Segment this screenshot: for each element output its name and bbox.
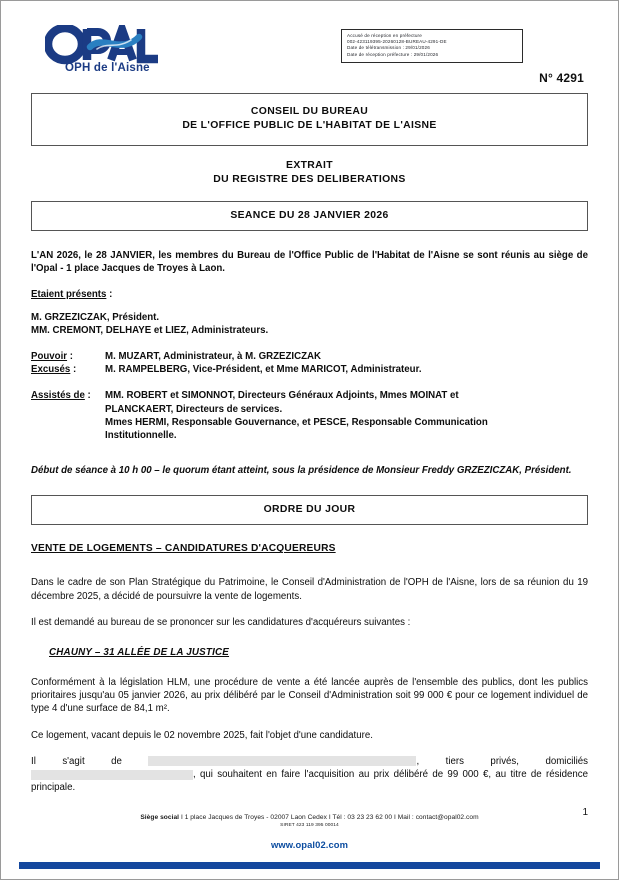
present-label-row (31, 288, 588, 301)
assistes-colon: : (84, 390, 91, 402)
agenda-title: ORDRE DU JOUR (263, 504, 356, 516)
svg-text:OPH de l'Aisne: OPH de l'Aisne (65, 62, 150, 73)
assistes-row (31, 389, 588, 442)
footer-address-rest: I 1 place Jacques de Troyes - 02007 Laon Cedex I Tél : 03 23 23 62 00 I Mail : contact@opal02.com (179, 814, 479, 821)
present-colon: : (106, 289, 113, 301)
redacted-block-2 (31, 770, 193, 780)
document-footer (1, 813, 618, 879)
assistes-value (105, 389, 588, 442)
pouvoir-label: Pouvoir (31, 351, 68, 363)
assistes-label: Assistés de (31, 390, 85, 402)
opening-paragraph: L'AN 2026, le 28 JANVIER, les membres du Bureau de l'Office Public de l'Habitat de l'Aisne se sont réunis au siège de l'Opal - 1 place Jacques de Troyes à Laon. (31, 250, 588, 275)
document-body (31, 249, 588, 477)
para5-part-b: , tiers privés, domiciliés (416, 755, 588, 767)
pouvoir-label-cell (31, 350, 105, 363)
stamp-line-1: Accusé de réception en préfecture (347, 33, 422, 38)
pouvoir-row (31, 350, 588, 363)
assistes-line-4: Institutionnelle. (105, 430, 177, 442)
agenda-paragraph-2: Il est demandé au bureau de se prononcer sur les candidatures d'acquéreurs suivantes : (31, 616, 411, 628)
agenda-section-title: VENTE DE LOGEMENTS – CANDIDATURES D'ACQUEREURS (31, 543, 336, 555)
assistes-label-cell (31, 389, 105, 402)
quorum-note: Début de séance à 10 h 00 – le quorum étant atteint, sous la présidence de Monsieur Freddy GRZEZICZAK, Président. (31, 465, 572, 477)
extract-title-line-2: DU REGISTRE DES DELIBERATIONS (213, 174, 406, 185)
council-title-line-1: CONSEIL DU BUREAU (250, 106, 369, 117)
assistes-line-1: MM. ROBERT et SIMONNOT, Directeurs Généraux Adjoints, Mmes MOINAT et (105, 390, 459, 402)
assistes-line-3: Mmes HERMI, Responsable Gouvernance, et PESCE, Responsable Communication (105, 416, 488, 428)
document-header (1, 1, 618, 93)
footer-address (1, 813, 618, 822)
present-member-1: M. GRZEZICZAK, Président. (31, 311, 160, 323)
excuses-colon: : (70, 364, 77, 376)
opal-logo-icon (45, 25, 175, 73)
council-title-box (31, 93, 588, 146)
agenda-paragraph-1: Dans le cadre de son Plan Stratégique du Patrimoine, le Conseil d'Administration de l'OPH de l'Aisne, lors de sa réunion du 19 décembre 2025, a décidé de poursuivre la vente de logements. (31, 577, 588, 602)
agenda-title-box (31, 495, 588, 525)
agenda-paragraph-3: Conformément à la législation HLM, une procédure de vente a été lancée auprès de l'ensemble des publics, dont les publics prioritaires jusqu'au 05 janvier 2026, au prix délibéré par le Conseil d'Administration soit 99 000 € pour ce logement individuel de type 4 d'une surface de 84,1 m². (31, 677, 588, 715)
stamp-line-2: 002-423119395-20260128-BUREAU-4291-DE (347, 39, 447, 45)
footer-siret: SIRET 423 119 395 00014 (280, 823, 339, 828)
property-title: CHAUNY – 31 ALLÉE DE LA JUSTICE (49, 647, 230, 659)
agenda-body (31, 543, 588, 794)
prefecture-stamp (341, 29, 523, 63)
para5-part-c: , qui souhaitent en faire l'acquisition au prix délibéré de 99 000 €, au titre de résidence principale. (31, 769, 588, 794)
agenda-paragraph-4: Ce logement, vacant depuis le 02 novembre 2025, fait l'objet d'une candidature. (31, 729, 373, 741)
reference-number: N° 4291 (539, 71, 584, 85)
pouvoir-colon: : (67, 351, 73, 363)
footer-address-label: Siège social (140, 814, 180, 821)
footer-blue-bar (19, 862, 600, 869)
excuses-row (31, 363, 588, 376)
stamp-line-3: Date de télétransmission : 29/01/2026 (347, 45, 430, 51)
excuses-label-cell (31, 363, 105, 376)
para5-part-a: Il s'agit de (31, 755, 149, 767)
redacted-block-1 (148, 756, 416, 766)
present-label: Etaient présents (31, 289, 107, 301)
extract-title-block (31, 159, 588, 187)
agenda-paragraph-5 (31, 755, 588, 795)
footer-website[interactable]: www.opal02.com (270, 839, 349, 850)
excuses-label: Excusés (31, 364, 71, 376)
assistes-line-2: PLANCKAERT, Directeurs de services. (105, 403, 283, 415)
excuses-value: M. RAMPELBERG, Vice-Président, et Mme MARICOT, Administrateur. (105, 364, 422, 376)
opal-logo (45, 25, 175, 73)
present-member-2: MM. CREMONT, DELHAYE et LIEZ, Administrateurs. (31, 324, 269, 336)
page-number: 1 (582, 807, 588, 819)
stamp-line-4: Date de réception préfecture : 29/01/2026 (347, 51, 439, 57)
pouvoir-value: M. MUZART, Administrateur, à M. GRZEZICZAK (105, 351, 321, 363)
session-title-line: SEANCE DU 28 JANVIER 2026 (230, 210, 389, 221)
session-title-box (31, 201, 588, 231)
council-title-line-2: DE L'OFFICE PUBLIC DE L'HABITAT DE L'AISNE (182, 120, 437, 131)
extract-title-line-1: EXTRAIT (286, 160, 333, 171)
